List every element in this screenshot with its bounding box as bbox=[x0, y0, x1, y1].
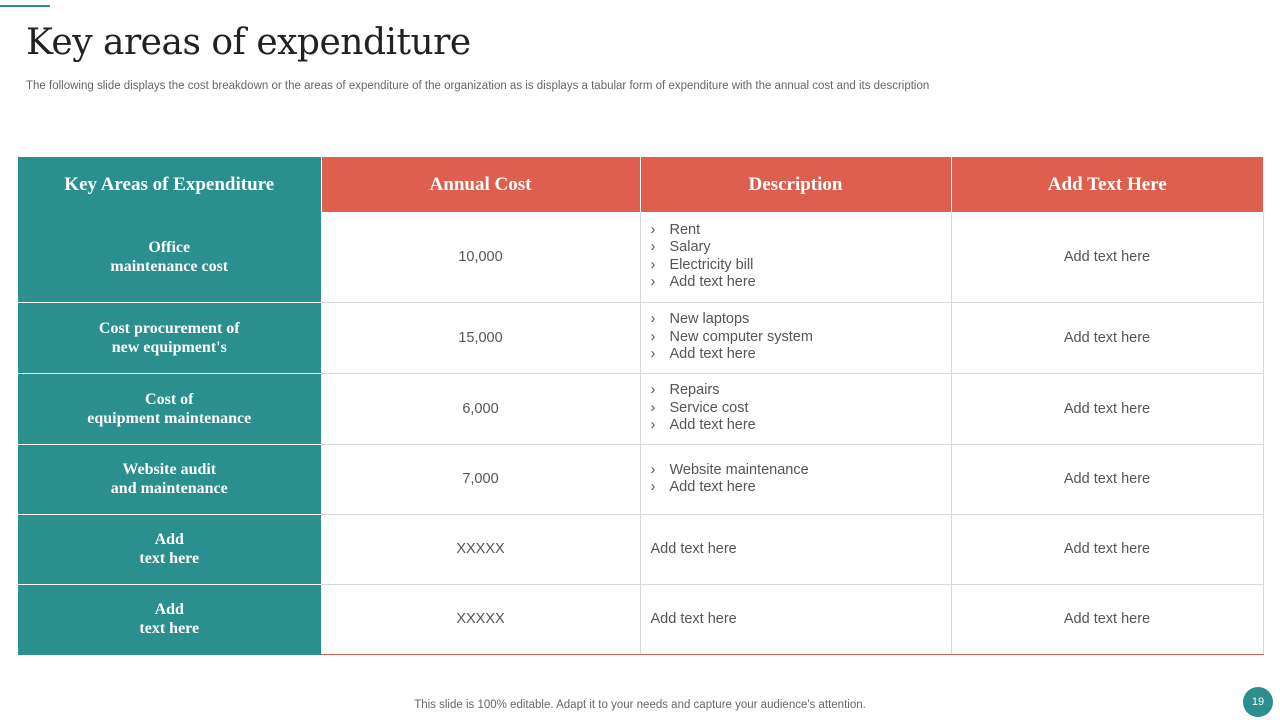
description-item bbox=[651, 329, 951, 347]
area-line: text here bbox=[139, 620, 200, 637]
area-line: Add bbox=[154, 531, 184, 548]
page-number-badge: 19 bbox=[1243, 687, 1273, 717]
description-item-text: Add text here bbox=[669, 479, 756, 495]
slide-footer: This slide is 100% editable. Adapt it to your needs and capture your audience's attention. bbox=[414, 699, 866, 711]
chevron-right-icon: › bbox=[650, 328, 656, 345]
description-item-text: Add text here bbox=[669, 274, 756, 291]
description-item bbox=[651, 479, 951, 497]
description-item-text: Electricity bill bbox=[669, 256, 754, 273]
table-row bbox=[18, 212, 1263, 302]
extra-cell: Add text here bbox=[951, 444, 1263, 514]
description-item bbox=[651, 346, 951, 364]
area-line: Add bbox=[154, 601, 184, 618]
extra-cell: Add text here bbox=[951, 212, 1263, 302]
description-list bbox=[651, 382, 951, 435]
area-line: maintenance cost bbox=[110, 257, 229, 275]
table-header-row bbox=[18, 157, 1263, 212]
description-item-text: Service cost bbox=[669, 399, 749, 416]
table-row bbox=[18, 302, 1263, 373]
description-item-text: Rent bbox=[669, 221, 701, 238]
description-item-text: Salary bbox=[669, 239, 711, 256]
table-row bbox=[18, 444, 1263, 514]
area-line: Cost procurement of bbox=[98, 319, 240, 337]
chevron-right-icon: › bbox=[650, 382, 656, 399]
description-item bbox=[651, 222, 951, 240]
description-cell bbox=[640, 373, 951, 444]
description-item bbox=[651, 274, 951, 292]
description-item-text: Repairs bbox=[669, 382, 720, 399]
extra-cell: Add text here bbox=[951, 584, 1263, 654]
description-list bbox=[651, 462, 951, 497]
cost-cell: 10,000 bbox=[321, 212, 640, 302]
description-item bbox=[651, 400, 951, 418]
chevron-right-icon: › bbox=[650, 399, 656, 416]
area-line: Office bbox=[148, 238, 191, 256]
description-item bbox=[651, 417, 951, 435]
description-cell bbox=[640, 444, 951, 514]
chevron-right-icon: › bbox=[650, 479, 656, 495]
extra-cell: Add text here bbox=[951, 302, 1263, 373]
slide-title: Key areas of expenditure bbox=[26, 22, 471, 63]
chevron-right-icon: › bbox=[650, 461, 656, 478]
description-cell bbox=[640, 212, 951, 302]
cost-cell: XXXXX bbox=[321, 514, 640, 584]
table-row bbox=[18, 514, 1263, 584]
chevron-right-icon: › bbox=[650, 221, 656, 238]
description-cell bbox=[640, 302, 951, 373]
extra-cell: Add text here bbox=[951, 373, 1263, 444]
area-cell bbox=[18, 302, 321, 373]
description-item-text: Add text here bbox=[669, 417, 756, 434]
description-item-text: New laptops bbox=[669, 311, 750, 328]
description-item bbox=[651, 239, 951, 257]
area-cell bbox=[18, 584, 321, 654]
cost-cell: 7,000 bbox=[321, 444, 640, 514]
description-item bbox=[651, 382, 951, 400]
chevron-right-icon: › bbox=[650, 311, 656, 328]
description-item-text: Website maintenance bbox=[669, 461, 809, 478]
area-cell bbox=[18, 373, 321, 444]
area-line: new equipment's bbox=[111, 338, 227, 356]
area-cell bbox=[18, 514, 321, 584]
description-cell: Add text here bbox=[640, 514, 951, 584]
cost-cell: 6,000 bbox=[321, 373, 640, 444]
slide-subtitle: The following slide displays the cost breakdown or the areas of expenditure of the organization as is displays a tabular form of expenditure with the annual cost and its description bbox=[26, 80, 930, 92]
top-accent-line bbox=[0, 5, 50, 7]
extra-cell: Add text here bbox=[951, 514, 1263, 584]
expenditure-table bbox=[18, 157, 1264, 655]
chevron-right-icon: › bbox=[650, 239, 656, 256]
cost-cell: XXXXX bbox=[321, 584, 640, 654]
area-line: equipment maintenance bbox=[87, 409, 252, 427]
description-item-text: Add text here bbox=[669, 346, 756, 363]
table-row bbox=[18, 584, 1263, 654]
description-list bbox=[651, 222, 951, 292]
chevron-right-icon: › bbox=[650, 417, 656, 434]
cost-cell: 15,000 bbox=[321, 302, 640, 373]
header-key-areas: Key Areas of Expenditure bbox=[18, 157, 321, 212]
description-item bbox=[651, 462, 951, 480]
header-add-text: Add Text Here bbox=[951, 157, 1263, 212]
description-item bbox=[651, 257, 951, 275]
chevron-right-icon: › bbox=[650, 346, 656, 363]
table-row bbox=[18, 373, 1263, 444]
area-line: text here bbox=[139, 550, 200, 567]
area-cell bbox=[18, 444, 321, 514]
area-line: Website audit bbox=[122, 461, 217, 478]
description-item-text: New computer system bbox=[669, 328, 813, 345]
area-cell bbox=[18, 212, 321, 302]
header-description: Description bbox=[640, 157, 951, 212]
header-annual-cost: Annual Cost bbox=[321, 157, 640, 212]
area-line: Cost of bbox=[145, 390, 194, 408]
description-list bbox=[651, 311, 951, 364]
chevron-right-icon: › bbox=[650, 274, 656, 291]
chevron-right-icon: › bbox=[650, 256, 656, 273]
area-line: and maintenance bbox=[110, 480, 228, 497]
description-item bbox=[651, 311, 951, 329]
description-cell: Add text here bbox=[640, 584, 951, 654]
